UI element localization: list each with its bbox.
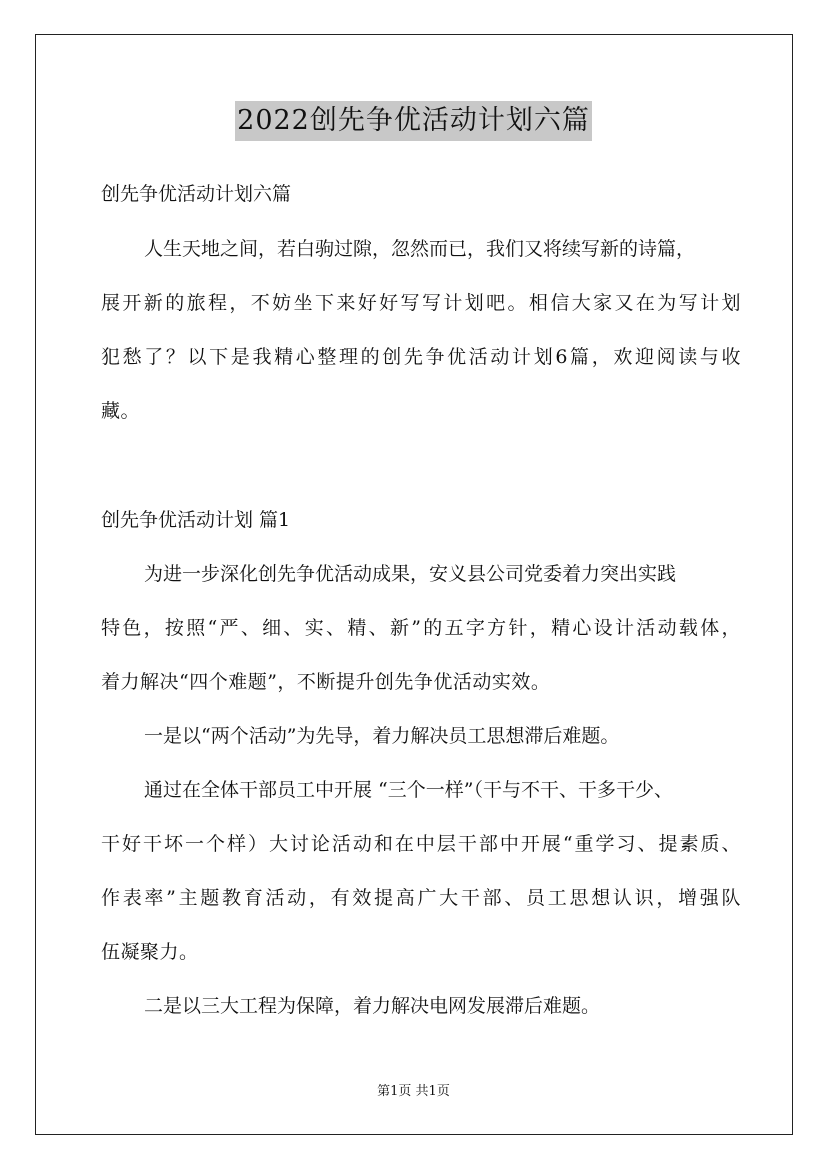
intro-line-1: 人生天地之间，若白驹过隙，忽然而已，我们又将续写新的诗篇， xyxy=(144,238,696,260)
document-subtitle: 创先争优活动计划六篇 xyxy=(101,183,292,205)
para3-line-2: 干好干坏一个样）大讨论活动和在中层干部中开展“重学习、提素质、 xyxy=(101,833,741,855)
para3-line-3: 作表率”主题教育活动，有效提高广大干部、员工思想认识，增强队 xyxy=(101,887,741,909)
para3-line-4: 伍凝聚力。 xyxy=(101,941,199,963)
para1-line-1: 为进一步深化创先争优活动成果，安义县公司党委着力突出实践 xyxy=(144,563,677,585)
para3-line-1: 通过在全体干部员工中开展 “三个一样”（干与不干、干多干少、 xyxy=(144,779,673,801)
page-footer: 第1页 共1页 xyxy=(377,1084,450,1099)
para2-line: 一是以“两个活动”为先导，着力解决员工思想滞后难题。 xyxy=(144,725,620,747)
document-title: 2022创先争优活动计划六篇 xyxy=(235,101,592,141)
intro-line-4: 藏。 xyxy=(101,400,141,422)
title-container xyxy=(0,101,827,141)
para1-line-2: 特色，按照“严、细、实、精、新”的五字方针，精心设计活动载体， xyxy=(101,617,741,639)
section-heading: 创先争优活动计划 篇1 xyxy=(101,509,291,531)
para1-line-3: 着力解决“四个难题”，不断提升创先争优活动实效。 xyxy=(101,671,551,693)
para4-line: 二是以三大工程为保障，着力解决电网发展滞后难题。 xyxy=(144,995,601,1017)
intro-line-2: 展开新的旅程，不妨坐下来好好写写计划吧。相信大家又在为写计划 xyxy=(101,292,741,314)
intro-line-3: 犯愁了？以下是我精心整理的创先争优活动计划6篇，欢迎阅读与收 xyxy=(101,346,741,368)
